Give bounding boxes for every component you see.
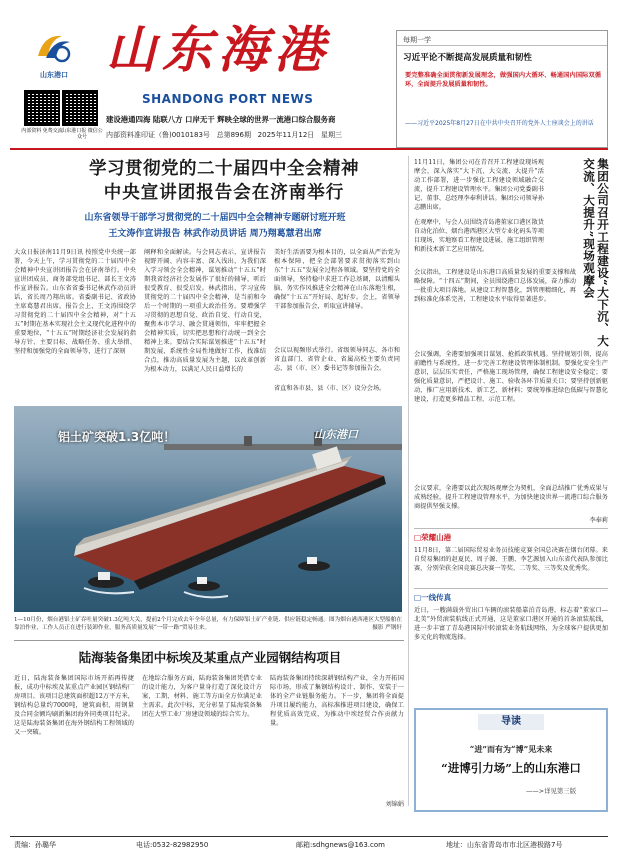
square-bullet-icon: □ [414,533,422,542]
photo-caption: 1—10月份，烟台港铝土矿吞吐量突破1.3亿吨大关，提前2个月完成去年全年总量，有力保障铝土矿产业链、供应链稳定畅通。图为烟台港西港区大型船舶在靠泊作业，工作人员正在进行装卸作业，服务高质量发展“一带一路”贸易往来。 [14,617,402,631]
bottom-article-col3: 陆海装备集团持续深耕钢结构产业，全力开拓国际市场，形成了集钢结构设计、制作、安装于一体的全产业链服务能力。下一步，集团将全面提升项目履约能力，高标准推进项目建设，确保工程优质高效完成，为推动中埃经贸合作贡献力量。 [270,675,404,727]
footer-address: 地址：山东省青岛市市北区港极路7号 [446,841,563,849]
weekly-quote-label: 每期一学 [403,36,431,44]
lead-body-col2: 阐释和全面解读。与会同志表示，宣讲报告视野开阔、内容丰富、深入浅出，为我们深入学习领会全会精神，谋划推动“十五五”时期我省经济社会发展作了很好的辅导，听后很受教育、很受启发。林武指出，学习宣传贯彻党的二十届四中全会精神，是当前和今后一个时期的一项重大政治任务。要增强学习贯彻的思想自觉、政治自觉、行动自觉，聚焦本市学习、融会贯通领悟，牢牢把握全会精神实质，切实把思想和行动统一到全会精神上来。要结合实际谋划推进“十五五”时期发展，系统性全局性地做好工作，找准结合点，推动高质量发展为主题，以改革创新为根本动力，以满足人民日益增长的 [144,249,266,373]
weekly-quote-headline: 习近平论不断提高发展质量和韧性 [403,53,532,63]
news-photo [14,406,402,612]
lead-headline-2: 中央宣讲团报告会在济南举行 [103,183,345,203]
guide-more [526,786,606,795]
issue-date: 2025年11月12日 [257,131,315,139]
honor-body: 11月8日，第二届国际贸易业务员技能竞赛全国总决赛在烟台闭幕。来自贸易集团的赵夏民、周子源、王鹏、李艺源加入山东省代表队参加比赛，分别荣获全国竞赛总决赛一等奖、二等奖、三等奖及优秀奖。 [414,547,608,572]
lead-subhead-1: 山东省领导干部学习贯彻党的二十届四中全会精神专题研讨班开班 [84,213,346,223]
issue-number: 总第896期 [216,131,251,139]
frontline-body: 近日，一艘满载外贸出口车辆的滚装船靠泊青岛港，标志着“董家口—北美”外贸滚装航线正式开通，这是董家口港区开通的首条滚装航线，进一步丰富了青岛港国际中转滚装业务航线网络，为全球客户提供更加多元化的物流选择。 [414,607,608,641]
footer-editor: 责编：孙璐华 [14,841,56,849]
honor-label-text: 荣耀山港 [421,533,452,542]
logo-caption: 山东港口 [40,71,68,79]
photo-brand-mark: 山东港口 [314,428,358,441]
frontline-label [414,592,451,603]
lead-headline-1: 学习贯彻党的二十届四中全会精神 [89,159,359,179]
permit-number: 内部资料准印证（鲁)0010183号 [106,131,210,139]
side-article-p4: 会议强调，全港要加强项目谋划、抢抓政策机遇。坚持规划引领，提高前瞻性与系统性，进一步完善工程建设管理体制机制。要强化安全生产意识，层层压实责任，严格施工现场管理，确保工程建设安全稳定；要强化质量意识，严把设计、施工、验收各环节质量关口；要坚持创新驱动，推广应用新技术、新工艺、新材料；要统筹推进绿色低碳与智慧化建设，打造更多精品工程、示范工程。 [414,351,608,403]
photo-overlay-title: 铝土矿突破1.3亿吨！ [58,430,176,444]
side-article-p2: 在观摩中，与会人员围绕青岛港董家口港区散货自动化泊位、烟台港西港区大型专业化码头等项目现场，实地察看工程建设进展、施工组织管理和新技术新工艺应用情况。 [414,219,544,253]
issue-info [106,130,406,140]
guide-line2: “进博引力场”上的山东港口 [441,761,581,775]
side-article-p1: 11月11日，集团公司在青召开工程建设现场观摩会，深入落实“大下沉、大交流、大提升”活动工作部署，进一步强化工程建设领域融合交流，提升工程建设管理水平。集团公司党委副书记、董事、总经理李奉利讲话。集团公司领导孙志鹏出席。 [414,159,544,211]
weekly-quote-source: ——习近平2025年8月27日在中共中央召开的党外人士座谈会上的讲话 [405,120,594,127]
lead-body-col3c: 省直和各市县，县（市、区）设分会场。 [274,385,386,392]
lead-subhead-2: 王文涛作宣讲报告 林武作动员讲话 周乃翔葛慧君出席 [108,229,322,239]
lead-body-col3b: 会议以视频形式举行。省级领导同志、各市和省直部门、省管企业、省属高校主要负责同志，县（市、区）委书记等参加报告会。 [274,347,400,372]
masthead [10,18,402,146]
masthead-rule [10,148,608,150]
side-article-title: 集团公司召开工程建设“大下沉、大交流、大提升”现场观摩会 [582,158,610,347]
qr-caption-2: 山东港口报 微信公众号 [61,128,103,140]
side-article-author: 李奉莉 [589,517,608,524]
weekly-quote-box [396,30,608,148]
footer-email: 邮箱:sdhgnews@163.com [296,841,385,849]
bottom-article-col2: 在地综合服务方面，陆海装备集团凭借专业的设计能力，为客户量身打造了深化设计方案，工期、材料、施工等方面全方位满足业主需求。此次中标，充分彰显了陆海装备集团在大型工业厂房建设领域的综合实力。 [142,675,262,718]
masthead-slogan: 建设港通四海 陆联八方 口岸无干 辉映全球的世界一流港口综合服务商 [106,115,336,124]
issue-weekday: 星期三 [320,131,342,139]
masthead-title: 山东海港 [106,20,330,79]
side-article-p3: 会议指出，工程建设是山东港口高质量发展的重要支撑和战略保障。“十四五”期间，全员围绕港口总体发展，奋力推动一批重大项目落地。从建设工程智慧化，到管理精细化，再到标准化体系完善，工程建设水平取得显著进步。 [414,269,576,303]
guide-more-text: 详见第三版 [544,787,577,795]
arrow-right-icon: ——> [526,787,545,795]
qr-caption-1: 内部资料 免费交流 [21,128,63,134]
weekly-quote-body: 要完整准确全面贯彻新发展理念，做强国内大循环、畅通国内国际双循环，全面提升发展质量和韧性。 [405,72,601,88]
frontline-label-text: 一线传真 [421,593,452,602]
guide-line1: “进”而有为“博”见未来 [469,744,553,754]
guide-box[interactable] [414,708,608,812]
footer-phone: 电话:0532-82982950 [136,841,209,849]
bottom-article-author: 刘锦娟 [385,801,404,808]
photo-credit: 摄影 严钢轩 [372,625,402,631]
bottom-article-title: 陆海装备集团中标埃及某重点产业园钢结构项目 [78,650,342,665]
qr-code-icon [24,90,60,126]
lead-body-col1: 大众日报济南11月9日讯 按照党中央统一部署，今天上午，学习贯彻党的二十届四中全会精神中央宣讲团报告会在济南举行。中央宣讲团成员、商务部党组书记、部长王文涛作宣讲报告。山东省省委书记林武作动员讲话，省长周乃翔出席。省委副书记、省政协主席葛慧君出席。报告会上，王文涛围绕学习贯彻党的二十届四中全会精神，对“十五五”时期在基本实现社会主义现代化进程中的重要地位，“十五五”时期经济社会发展的指导方针、主要目标、战略任务、重大举措、坚持和加强党的全面领导等，进行了深刻 [14,249,136,355]
honor-label [414,532,451,543]
side-article-p5: 会议要求，全港要以此次现场观摩会为契机，全面总结推广优秀成果与成熟经验，提升工程建设管理水平，为加快建设世界一流港口综合服务商提供坚强支撑。 [414,485,608,510]
square-bullet-icon: □ [414,593,422,602]
masthead-title-en: SHANDONG PORT NEWS [142,92,314,106]
bottom-article-col1: 近日，陆海装备集团国际市场开拓再传捷报，成功中标埃及某重点产业园区钢结构厂房项目。该项目总建筑面积超12万平方米，钢结构总量约7000吨，建筑面积、用钢量及合同金额均刷新集团海外同类项目纪录。这是陆海装备集团在海外钢结构工程领域的又一突破。 [14,675,134,736]
lead-body-col3: 美好生活需要为根本目的，以全面从严治党为根本保障，把全会部署要求贯彻落实到山东“十五五”发展全过程各领域。要坚持党的全面领导，坚持稳中求进工作总基调，以清醒头脑、务实作风推进全会精神在山东落地生根，确保“十五五”开好局、起好步。会上，省领导干部参加报告会，听取宣讲辅导。 [274,249,400,310]
port-logo-icon [32,30,76,68]
qr-code-wechat-icon [62,90,98,126]
guide-label: 导读 [478,714,544,730]
